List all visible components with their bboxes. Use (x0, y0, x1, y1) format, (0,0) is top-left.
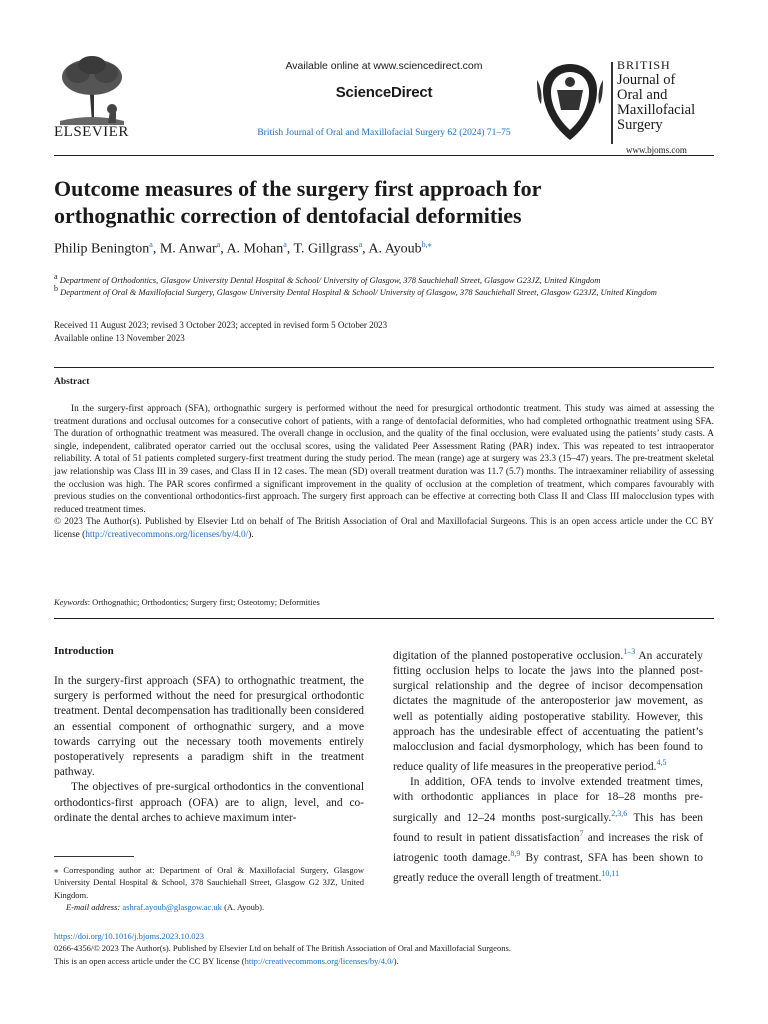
journal-name-line: BRITISH (617, 58, 671, 72)
author-list (54, 240, 432, 258)
journal-crest-logo (535, 60, 605, 144)
author-affiliation-mark[interactable]: a (283, 240, 287, 249)
body-text: and increases the risk of iatrogenic tooth damage. (393, 831, 703, 864)
sciencedirect-logo-text: ScienceDirect (335, 84, 433, 101)
footnote-text: Corresponding author at: Department of Oral & Maxillofacial Surgery, Glasgow University Dental Hospital & School, 378 Sauchiehall Street, Glasgow G2 3JZ, United Kingdom. (54, 865, 364, 900)
oa-license-link[interactable]: http://creativecommons.org/licenses/by/4.0/ (244, 955, 394, 966)
article-title (54, 175, 694, 229)
journal-name-line: Oral and (617, 87, 668, 103)
issn-copyright: 0266-4356/© 2023 The Author(s). Published by Elsevier Ltd on behalf of The British Association of Oral and Maxillofacial Surgeons. (54, 943, 511, 954)
journal-name-line: Maxillofacial (617, 102, 696, 118)
affiliation-text: Department of Orthodontics, Glasgow University Dental Hospital & School/ University of Glasgow, 378 Sauchiehall Street, Glasgow G23JZ, United Kingdom (59, 274, 601, 285)
copyright-text: © 2023 The Author(s). Published by Elsevier Ltd on behalf of The British Association of Oral and Maxillofacial Surgeons. This is an open access article under the CC BY license ( (54, 517, 714, 540)
author-name: Philip Benington (54, 241, 150, 257)
affiliation-b (54, 283, 714, 298)
journal-name-line: Surgery (617, 117, 663, 133)
body-text: In addition, OFA tends to involve extended treatment times, with orthodontic appliances in place for 18–28 months pre-surgically and 12–24 months post-surgically. (393, 776, 703, 824)
body-text: digitation of the planned postoperative occlusion. (393, 649, 624, 662)
author-separator: , (286, 241, 294, 257)
license-link[interactable]: http://creativecommons.org/licenses/by/4.0/ (85, 529, 249, 540)
reference-link[interactable]: 8,9 (510, 848, 521, 858)
author-name: T. Gillgrass (293, 241, 359, 257)
reference-link[interactable]: 4,5 (656, 758, 667, 768)
body-column-right (393, 644, 703, 886)
doi-link[interactable]: https://doi.org/10.1016/j.bjoms.2023.10.023 (54, 931, 205, 941)
journal-logo-divider (611, 62, 613, 144)
footnote-star: ⁎ (54, 865, 59, 875)
journal-name-line: Journal of (617, 72, 676, 88)
page-bottom-info (54, 930, 714, 967)
body-column-left (54, 674, 364, 826)
affiliation-text: Department of Oral & Maxillofacial Surgery, Glasgow University Dental Hospital & School/ University of Glasgow, 378 Sauchiehall Street, Glasgow G23JZ, United Kingdom (60, 286, 657, 297)
received-dates: Received 11 August 2023; revised 3 October 2023; accepted in revised form 5 October 2023 (54, 320, 388, 330)
oa-prefix: This is an open access article under the CC BY license ( (54, 955, 245, 966)
reference-link[interactable]: 1–3 (623, 647, 636, 656)
journal-name-block (617, 58, 695, 133)
keywords-line (54, 597, 320, 607)
keywords-list: : Orthognathic; Orthodontics; Surgery first; Osteotomy; Deformities (87, 597, 320, 607)
abstract-body (54, 403, 714, 542)
journal-url[interactable]: www.bjoms.com (626, 145, 687, 155)
email-suffix: (A. Ayoub). (221, 901, 265, 912)
publisher-name: ELSEVIER (54, 124, 129, 140)
body-paragraph: The objectives of pre-surgical orthodontics in the conventional orthodontics-first approach (OFA) are to align, level, and co-ordinate the dental arches to achieve maximum inter- (54, 781, 364, 824)
article-dates (54, 319, 387, 344)
author-affiliation-mark[interactable]: a (149, 240, 153, 249)
body-text: By contrast, SFA has been shown to greatly reduce the overall length of treatment. (393, 851, 704, 884)
reference-link[interactable]: 2,3,6 (611, 808, 628, 818)
body-paragraph (393, 644, 703, 775)
body-paragraph: In the surgery-first approach (SFA) to orthognathic treatment, the surgery is performed without the need for presurgical orthodontic treatment. Dental decompensation has traditionally been considered an essential component of orthognathic surgery, and a move towards carrying out the necessary tooth movements entirely postoperatively represents a paradigm shift in the treatment pathway. (54, 675, 364, 779)
author-separator: , (152, 241, 160, 257)
available-online: Available online at www.sciencedirect.com (285, 60, 483, 72)
title-line: orthognathic correction of dentofacial deformities (54, 203, 522, 228)
open-access-line (54, 955, 714, 967)
abstract-text: In the surgery-first approach (SFA), orthognathic surgery is performed without the need for presurgical orthodontic treatment. This study was aimed at assessing the treatment durations and occlusal outcomes for a consecutive cohort of patients, with a range of dentofacial deformities, who had completed orthognathic treatment using SFA. The duration of orthognathic treatment was measured. The overall change in occlusion, and the quality of the final occlusion, were evaluated using the patients’ study casts. A single, independent, calibrated operator carried out the occlusal scores, using the validated Peer Assessment Rating (PAR) index. This was repeated to test intraoperator reliability. A total of 51 patients completed surgery-first treatment during the study period. The mean (range) age at surgery was 23.3 (15–47) years. The pre-treatment skeletal jaw relationship was Class III in 39 cases, and Class II in 12 cases. The mean (SD) overall treatment duration was 11.7 (5.7) months. The intraexaminer reliability of assessing the occlusion was high. The PAR scores confirmed a significant improvement in the quality of occlusion at the completion of treatment, which compares favourably with previous studies on the conventional orthodontics-first approach. The surgery first approach can be effective at correcting both Class II and Class III malocclusion types with reduced treatment times. (54, 404, 714, 515)
abstract-bottom-rule (54, 618, 714, 619)
reference-link[interactable]: 10,11 (601, 868, 620, 878)
author-affiliation-mark[interactable]: b,⁎ (421, 240, 432, 249)
keywords-label: Keywords (54, 597, 88, 607)
email-line (54, 901, 364, 913)
corresponding-author-footnote (54, 864, 364, 913)
oa-suffix: ). (393, 955, 399, 966)
author-name: A. Ayoub (368, 241, 422, 257)
email-link[interactable]: ashraf.ayoub@glasgow.ac.uk (122, 901, 222, 912)
reference-link[interactable]: 7 (579, 828, 584, 838)
title-line: Outcome measures of the surgery first approach for (54, 176, 542, 201)
abstract-copyright (54, 516, 714, 541)
abstract-top-rule (54, 367, 714, 368)
affiliation-mark: a (54, 272, 58, 281)
header-rule (54, 155, 714, 156)
author-separator: , (362, 241, 369, 257)
author-separator: , (220, 241, 227, 257)
author-affiliation-mark[interactable]: a (216, 240, 221, 249)
footnote-rule (54, 856, 134, 857)
journal-citation-link[interactable]: British Journal of Oral and Maxillofacial Surgery 62 (2024) 71–75 (257, 128, 511, 138)
body-paragraph (393, 775, 703, 885)
copyright-end: ). (248, 529, 254, 540)
affiliation-mark: b (54, 284, 58, 293)
abstract-heading: Abstract (54, 377, 90, 387)
author-name: A. Mohan (226, 241, 284, 257)
available-date: Available online 13 November 2023 (54, 332, 185, 343)
email-label: E-mail address: (66, 901, 121, 912)
author-name: M. Anwar (159, 241, 217, 257)
author-affiliation-mark[interactable]: a (358, 240, 363, 249)
body-text: An accurately fitting occlusion helps to locate the jaws into the planned post-surgical relationship and the degree of incisor decompensation dictates the magnitude of the anteroposterior jaw movement, as well as potentially aiding postoperative stability. However, this approach has the undesirable effect of accentuating the patient’s malocclusion and facial dysmorphology, which has been found to reduce quality of life measures in the preoperative period. (393, 649, 703, 774)
section-heading-introduction: Introduction (54, 645, 114, 657)
body-text: This has been found to result in patient dissatisfaction (393, 811, 703, 844)
